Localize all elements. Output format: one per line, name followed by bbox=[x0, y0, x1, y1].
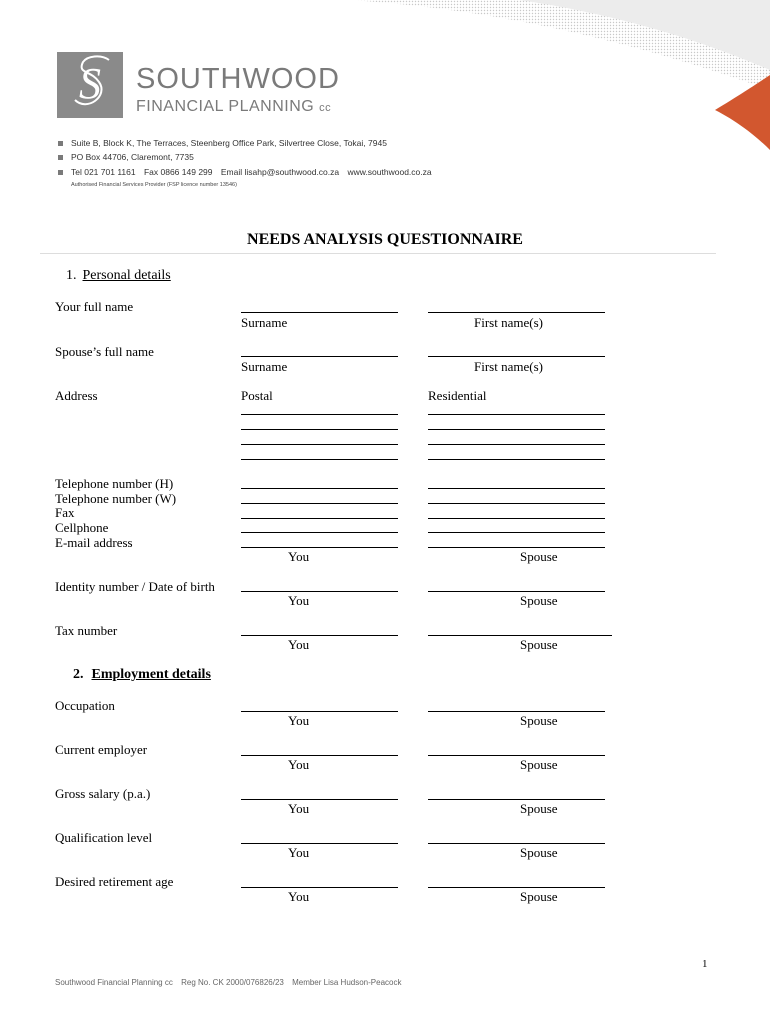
salary-you-field[interactable] bbox=[241, 799, 398, 800]
residential-label: Residential bbox=[428, 388, 487, 403]
id-spouse-caption: Spouse bbox=[520, 593, 558, 608]
section-heading-personal bbox=[66, 268, 171, 284]
id-number-label: Identity number / Date of birth bbox=[55, 579, 215, 594]
web-text: www.southwood.co.za bbox=[347, 167, 432, 177]
section-title: Personal details bbox=[82, 268, 171, 283]
logo-title: SOUTHWOOD bbox=[136, 63, 340, 95]
spouse-first-names-field[interactable] bbox=[428, 356, 605, 357]
employer-spouse-caption: Spouse bbox=[520, 757, 558, 772]
fax-you-field[interactable] bbox=[241, 518, 398, 519]
employer-label: Current employer bbox=[55, 742, 148, 757]
page-footer bbox=[55, 978, 401, 987]
employer-you-field[interactable] bbox=[241, 755, 398, 756]
section-title: Employment details bbox=[91, 667, 211, 682]
full-name-label: Your full name bbox=[55, 299, 134, 314]
occupation-you-caption: You bbox=[288, 713, 310, 728]
occupation-you-field[interactable] bbox=[241, 711, 398, 712]
title-divider bbox=[40, 253, 716, 254]
cellphone-you-field[interactable] bbox=[241, 532, 398, 533]
logo-letter: S bbox=[79, 59, 101, 108]
tel-work-spouse-field[interactable] bbox=[428, 503, 605, 504]
bullet-icon bbox=[58, 155, 63, 160]
spouse-surname-caption: Surname bbox=[241, 359, 288, 374]
tax-number-spouse-field[interactable] bbox=[428, 635, 612, 636]
footer-company: Southwood Financial Planning cc bbox=[55, 978, 173, 987]
tel-home-label: Telephone number (H) bbox=[55, 476, 174, 491]
fax-label: Fax bbox=[55, 505, 75, 520]
contact-you-caption: You bbox=[288, 549, 310, 564]
salary-you-caption: You bbox=[288, 801, 310, 816]
residential-address-line-1[interactable] bbox=[428, 414, 605, 415]
tax-number-you-field[interactable] bbox=[241, 635, 398, 636]
tax-number-label: Tax number bbox=[55, 623, 118, 638]
occupation-spouse-field[interactable] bbox=[428, 711, 605, 712]
employer-you-caption: You bbox=[288, 757, 310, 772]
postal-address-line-4[interactable] bbox=[241, 459, 398, 460]
page-number: 1 bbox=[702, 958, 708, 970]
po-box-text: PO Box 44706, Claremont, 7735 bbox=[71, 152, 194, 162]
qualification-you-field[interactable] bbox=[241, 843, 398, 844]
email-text: Email lisahp@southwood.co.za bbox=[220, 167, 340, 177]
id-number-you-field[interactable] bbox=[241, 591, 398, 592]
tel-work-label: Telephone number (W) bbox=[55, 491, 177, 506]
bullet-icon bbox=[58, 170, 63, 175]
email-spouse-field[interactable] bbox=[428, 547, 605, 548]
footer-reg: Reg No. CK 2000/076826/23 bbox=[181, 978, 284, 987]
section-number: 1. bbox=[66, 268, 77, 283]
section-number: 2. bbox=[73, 667, 84, 682]
tel-text: Tel 021 701 1161 bbox=[71, 167, 136, 177]
section-heading-employment bbox=[73, 667, 211, 683]
salary-spouse-caption: Spouse bbox=[520, 801, 558, 816]
logo-subtitle-suffix: cc bbox=[319, 102, 332, 114]
id-you-caption: You bbox=[288, 593, 310, 608]
cellphone-label: Cellphone bbox=[55, 520, 109, 535]
address-text: Suite B, Block K, The Terraces, Steenberg Office Park, Silvertree Close, Tokai, 7945 bbox=[71, 138, 387, 148]
tax-you-caption: You bbox=[288, 637, 310, 652]
employer-spouse-field[interactable] bbox=[428, 755, 605, 756]
occupation-spouse-caption: Spouse bbox=[520, 713, 558, 728]
occupation-label: Occupation bbox=[55, 698, 115, 713]
qualification-spouse-field[interactable] bbox=[428, 843, 605, 844]
residential-address-line-3[interactable] bbox=[428, 444, 605, 445]
postal-address-line-1[interactable] bbox=[241, 414, 398, 415]
tel-work-you-field[interactable] bbox=[241, 503, 398, 504]
email-you-field[interactable] bbox=[241, 547, 398, 548]
qualification-you-caption: You bbox=[288, 845, 310, 860]
postal-address-line-3[interactable] bbox=[241, 444, 398, 445]
first-names-caption: First name(s) bbox=[474, 315, 543, 330]
bullet-icon bbox=[58, 141, 63, 146]
qualification-spouse-caption: Spouse bbox=[520, 845, 558, 860]
footer-member: Member Lisa Hudson-Peacock bbox=[292, 978, 402, 987]
fax-spouse-field[interactable] bbox=[428, 518, 605, 519]
tax-spouse-caption: Spouse bbox=[520, 637, 558, 652]
id-number-spouse-field[interactable] bbox=[428, 591, 605, 592]
logo-subtitle bbox=[136, 98, 331, 116]
contact-po-box bbox=[58, 153, 194, 162]
spouse-name-label: Spouse’s full name bbox=[55, 344, 154, 359]
email-label: E-mail address bbox=[55, 535, 133, 550]
cellphone-spouse-field[interactable] bbox=[428, 532, 605, 533]
postal-address-line-2[interactable] bbox=[241, 429, 398, 430]
tel-home-spouse-field[interactable] bbox=[428, 488, 605, 489]
spouse-first-names-caption: First name(s) bbox=[474, 359, 543, 374]
contact-phone bbox=[58, 168, 432, 177]
postal-label: Postal bbox=[241, 388, 273, 403]
fax-text: Fax 0866 149 299 bbox=[143, 167, 213, 177]
retirement-age-spouse-field[interactable] bbox=[428, 887, 605, 888]
contact-spouse-caption: Spouse bbox=[520, 549, 558, 564]
retirement-spouse-caption: Spouse bbox=[520, 889, 558, 904]
address-label: Address bbox=[55, 388, 98, 403]
residential-address-line-4[interactable] bbox=[428, 459, 605, 460]
qualification-label: Qualification level bbox=[55, 830, 153, 845]
retirement-you-caption: You bbox=[288, 889, 310, 904]
salary-spouse-field[interactable] bbox=[428, 799, 605, 800]
logo-subtitle-text: FINANCIAL PLANNING bbox=[136, 98, 315, 115]
fsp-notice: Authorised Financial Services Provider (FSP licence number 13546) bbox=[71, 182, 237, 188]
page-title: NEEDS ANALYSIS QUESTIONNAIRE bbox=[247, 231, 523, 248]
retirement-age-label: Desired retirement age bbox=[55, 874, 174, 889]
logo-mark bbox=[57, 52, 123, 118]
spouse-surname-field[interactable] bbox=[241, 356, 398, 357]
contact-address bbox=[58, 139, 387, 148]
retirement-age-you-field[interactable] bbox=[241, 887, 398, 888]
residential-address-line-2[interactable] bbox=[428, 429, 605, 430]
tel-home-you-field[interactable] bbox=[241, 488, 398, 489]
surname-caption: Surname bbox=[241, 315, 288, 330]
surname-field[interactable] bbox=[241, 312, 398, 313]
first-names-field[interactable] bbox=[428, 312, 605, 313]
salary-label: Gross salary (p.a.) bbox=[55, 786, 151, 801]
